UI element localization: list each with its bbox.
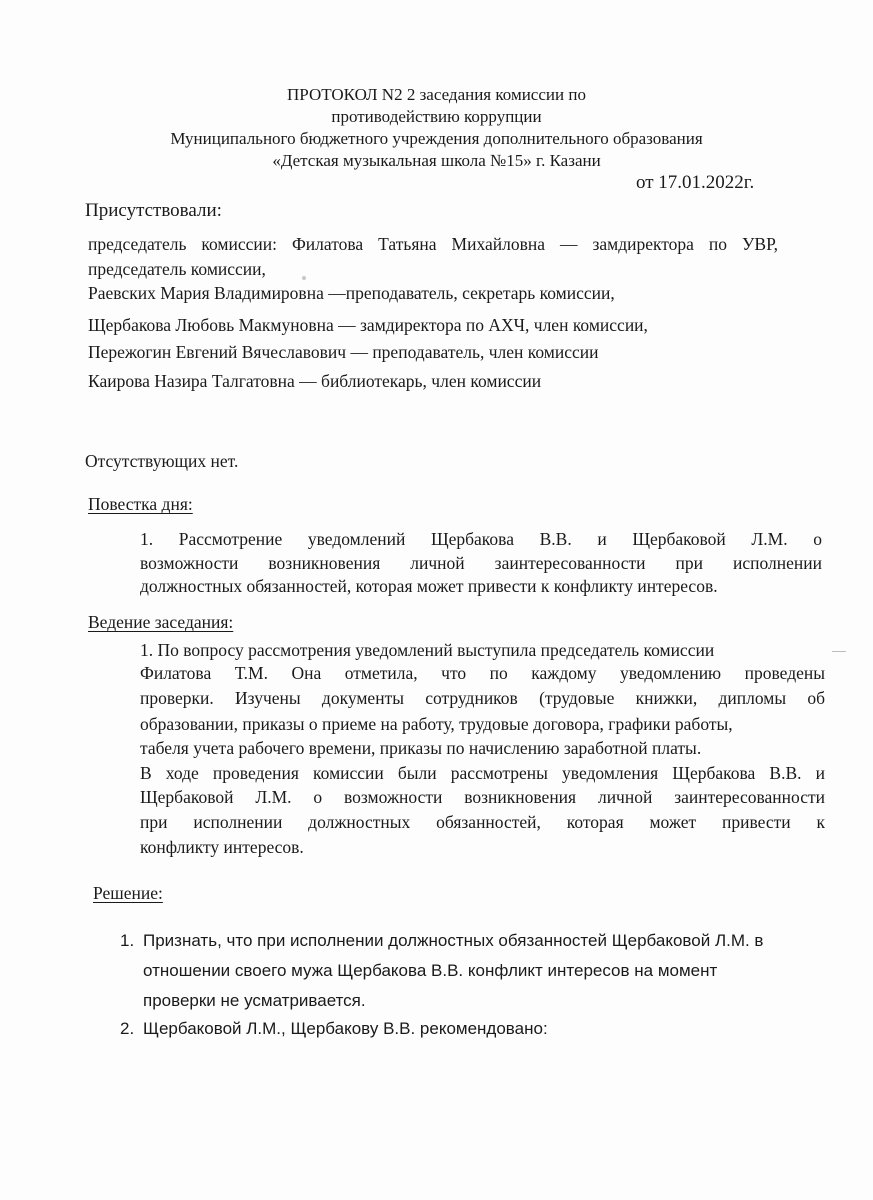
attendee-member: Каирова Назира Талгатовна — библиотекарь, член комиссии <box>88 371 542 391</box>
proceedings-paragraph: проверки. Изучены документы сотрудников (трудовые книжки, дипломы об <box>140 688 825 708</box>
decision-heading: Решение: <box>93 883 163 903</box>
agenda-item: должностных обязанностей, которая может привести к конфликту интересов. <box>140 576 718 596</box>
absent-note: Отсутствующих нет. <box>85 451 239 471</box>
decision-item-text: проверки не усматривается. <box>143 991 366 1010</box>
proceedings-paragraph: Филатова Т.М. Она отметила, что по каждому уведомлению проведены <box>140 663 825 683</box>
decision-item-number: 2. <box>120 1019 135 1038</box>
proceedings-paragraph: при исполнении должностных обязанностей, которая может привести к <box>140 812 825 832</box>
attendees-heading: Присутствовали: <box>85 200 222 221</box>
proceedings-paragraph: образовании, приказы о приеме на работу, трудовые договора, графики работы, <box>140 714 733 734</box>
attendee-member: Пережогин Евгений Вячеславович — преподаватель, член комиссии <box>88 342 599 362</box>
proceedings-paragraph: Щербаковой Л.М. о возможности возникновения личной заинтересованности <box>140 787 825 807</box>
decision-item-number: 1. <box>120 931 135 950</box>
scan-mark <box>302 276 306 280</box>
agenda-item: возможности возникновения личной заинтересованности при исполнении <box>140 553 822 573</box>
protocol-subtitle: противодействию коррупции <box>331 107 542 126</box>
agenda-heading: Повестка дня: <box>88 494 193 514</box>
attendee-member: Щербакова Любовь Макмуновна — замдиректора по АХЧ, член комиссии, <box>88 315 648 335</box>
attendee-secretary: Раевских Мария Владимировна —преподаватель, секретарь комиссии, <box>88 283 615 303</box>
decision-item-text: отношении своего мужа Щербакова В.В. конфликт интересов на момент <box>143 961 718 980</box>
proceedings-paragraph: конфликту интересов. <box>140 837 304 857</box>
scan-mark <box>832 651 846 652</box>
proceedings-heading: Ведение заседания: <box>88 612 234 632</box>
decision-item-text: Щербаковой Л.М., Щербакову В.В. рекомендовано: <box>143 1019 548 1038</box>
proceedings-paragraph: 1. По вопросу рассмотрения уведомлений выступила председатель комиссии <box>140 640 715 660</box>
decision-item-text: Признать, что при исполнении должностных обязанностей Щербаковой Л.М. в <box>143 931 764 950</box>
protocol-title: ПРОТОКОЛ N2 2 заседания комиссии по <box>287 85 586 104</box>
proceedings-paragraph: В ходе проведения комиссии были рассмотрены уведомления Щербакова В.В. и <box>140 763 825 783</box>
school-name: «Детская музыкальная школа №15» г. Казани <box>272 151 601 170</box>
attendee-chair-role: председатель комиссии, <box>88 259 266 279</box>
proceedings-paragraph: табеля учета рабочего времени, приказы по начислению заработной платы. <box>140 738 702 758</box>
protocol-date: от 17.01.2022г. <box>636 172 755 193</box>
agenda-item: 1. Рассмотрение уведомлений Щербакова В.В. и Щербаковой Л.М. о <box>140 529 822 549</box>
organization-name: Муниципального бюджетного учреждения дополнительного образования <box>170 129 703 148</box>
attendee-chair: председатель комиссии: Филатова Татьяна Михайловна — замдиректора по УВР, <box>88 234 778 254</box>
